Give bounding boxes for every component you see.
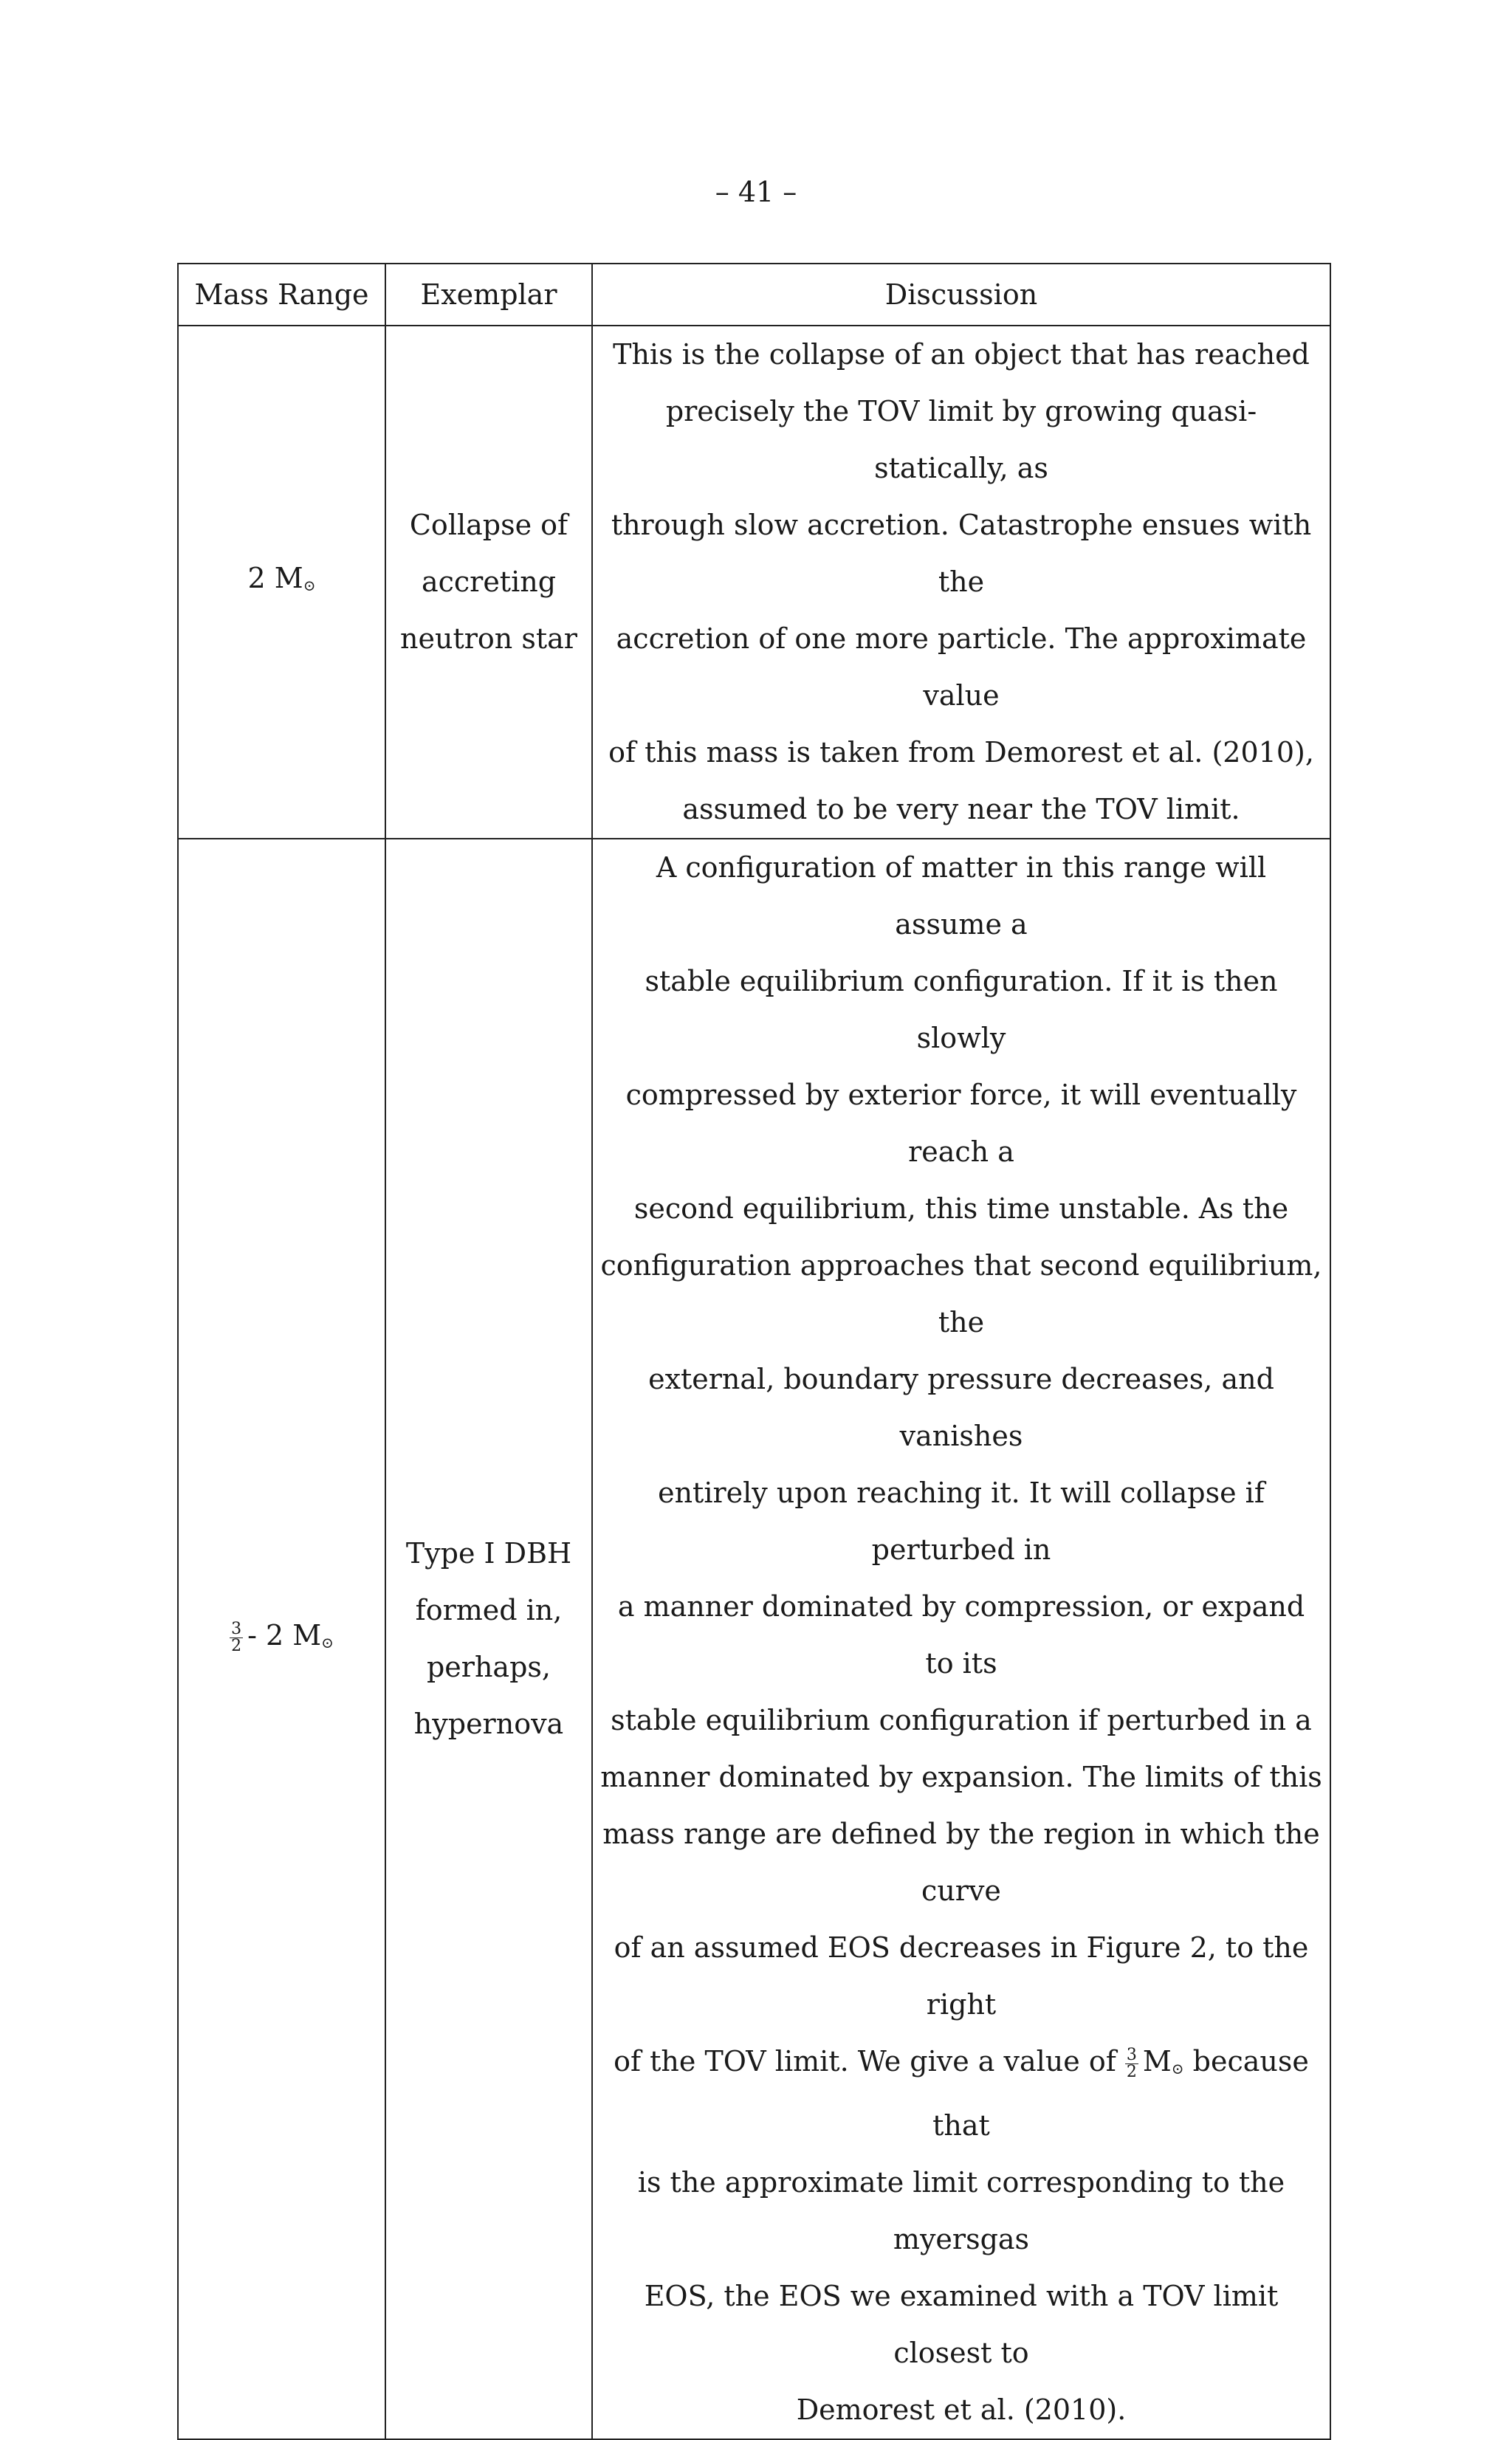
discussion-line: through slow accretion. Catastrophe ensues with the bbox=[611, 509, 1312, 598]
solar-symbol: ⊙ bbox=[303, 577, 316, 594]
discussion-line: is the approximate limit corresponding to the myersgas bbox=[637, 2166, 1285, 2255]
mass-range-cell bbox=[178, 839, 385, 2439]
mass-value: 2 M⊙ bbox=[247, 562, 316, 594]
exemplar-line: perhaps, bbox=[426, 1651, 551, 1683]
exemplar-line: accreting bbox=[421, 566, 557, 598]
page-number: – 41 – bbox=[715, 176, 797, 208]
discussion-line: Demorest et al. (2010). bbox=[796, 2393, 1127, 2426]
discussion-line: stable equilibrium configuration. If it is then slowly bbox=[645, 965, 1278, 1054]
discussion-line: of the TOV limit. We give a value of $\frac{3}{2}$ M⊙ because that bbox=[614, 2045, 1309, 2142]
table-header-row bbox=[178, 264, 1330, 326]
fraction: $\frac{3}{2}$ bbox=[1126, 2046, 1137, 2081]
discussion-line: compressed by exterior force, it will eventually reach a bbox=[625, 1079, 1297, 1168]
header-exemplar: Exemplar bbox=[385, 264, 592, 326]
exemplar-line: Collapse of bbox=[409, 509, 568, 541]
discussion-cell bbox=[592, 839, 1330, 2439]
exemplar-cell bbox=[385, 839, 592, 2439]
discussion-cell bbox=[592, 326, 1330, 839]
discussion-line: of this mass is taken from Demorest et al. (2010), bbox=[608, 736, 1314, 769]
discussion-line: stable equilibrium configuration if perturbed in a bbox=[611, 1704, 1312, 1736]
exemplar-line: Type I DBH bbox=[405, 1537, 572, 1570]
mass-range-table bbox=[177, 263, 1331, 2440]
exemplar-line: neutron star bbox=[400, 622, 577, 655]
discussion-line: external, boundary pressure decreases, and vanishes bbox=[648, 1363, 1274, 1452]
header-mass-range: Mass Range bbox=[178, 264, 385, 326]
discussion-line: a manner dominated by compression, or expand to its bbox=[617, 1590, 1305, 1680]
table-row bbox=[178, 326, 1330, 839]
discussion-line: mass range are defined by the region in which the curve bbox=[602, 1818, 1320, 1907]
discussion-line: A configuration of matter in this range will assume a bbox=[656, 851, 1267, 941]
discussion-line: manner dominated by expansion. The limits of this bbox=[600, 1761, 1322, 1793]
discussion-line: EOS, the EOS we examined with a TOV limit closest to bbox=[644, 2280, 1279, 2369]
table-row bbox=[178, 839, 1330, 2439]
header-discussion: Discussion bbox=[592, 264, 1330, 326]
exemplar-line: formed in, bbox=[415, 1594, 563, 1626]
discussion-line: This is the collapse of an object that has reached bbox=[613, 338, 1310, 371]
mass-range-cell bbox=[178, 326, 385, 839]
exemplar-line: hypernova bbox=[413, 1708, 564, 1740]
discussion-line: configuration approaches that second equilibrium, the bbox=[600, 1249, 1322, 1338]
discussion-line: second equilibrium, this time unstable. As the bbox=[633, 1192, 1289, 1225]
exemplar-cell bbox=[385, 326, 592, 839]
solar-symbol: ⊙ bbox=[321, 1633, 334, 1652]
solar-symbol: ⊙ bbox=[1171, 2060, 1184, 2078]
fraction: $\frac{3}{2}$ bbox=[231, 1619, 242, 1655]
mass-value: - 2 M bbox=[247, 1618, 322, 1652]
discussion-line: precisely the TOV limit by growing quasi-statically, as bbox=[665, 395, 1257, 484]
discussion-line: accretion of one more particle. The approximate value bbox=[616, 622, 1307, 712]
discussion-line: assumed to be very near the TOV limit. bbox=[682, 793, 1240, 825]
discussion-line: entirely upon reaching it. It will collapse if perturbed in bbox=[658, 1477, 1265, 1566]
discussion-line: of an assumed EOS decreases in Figure 2, to the right bbox=[614, 1931, 1309, 2021]
